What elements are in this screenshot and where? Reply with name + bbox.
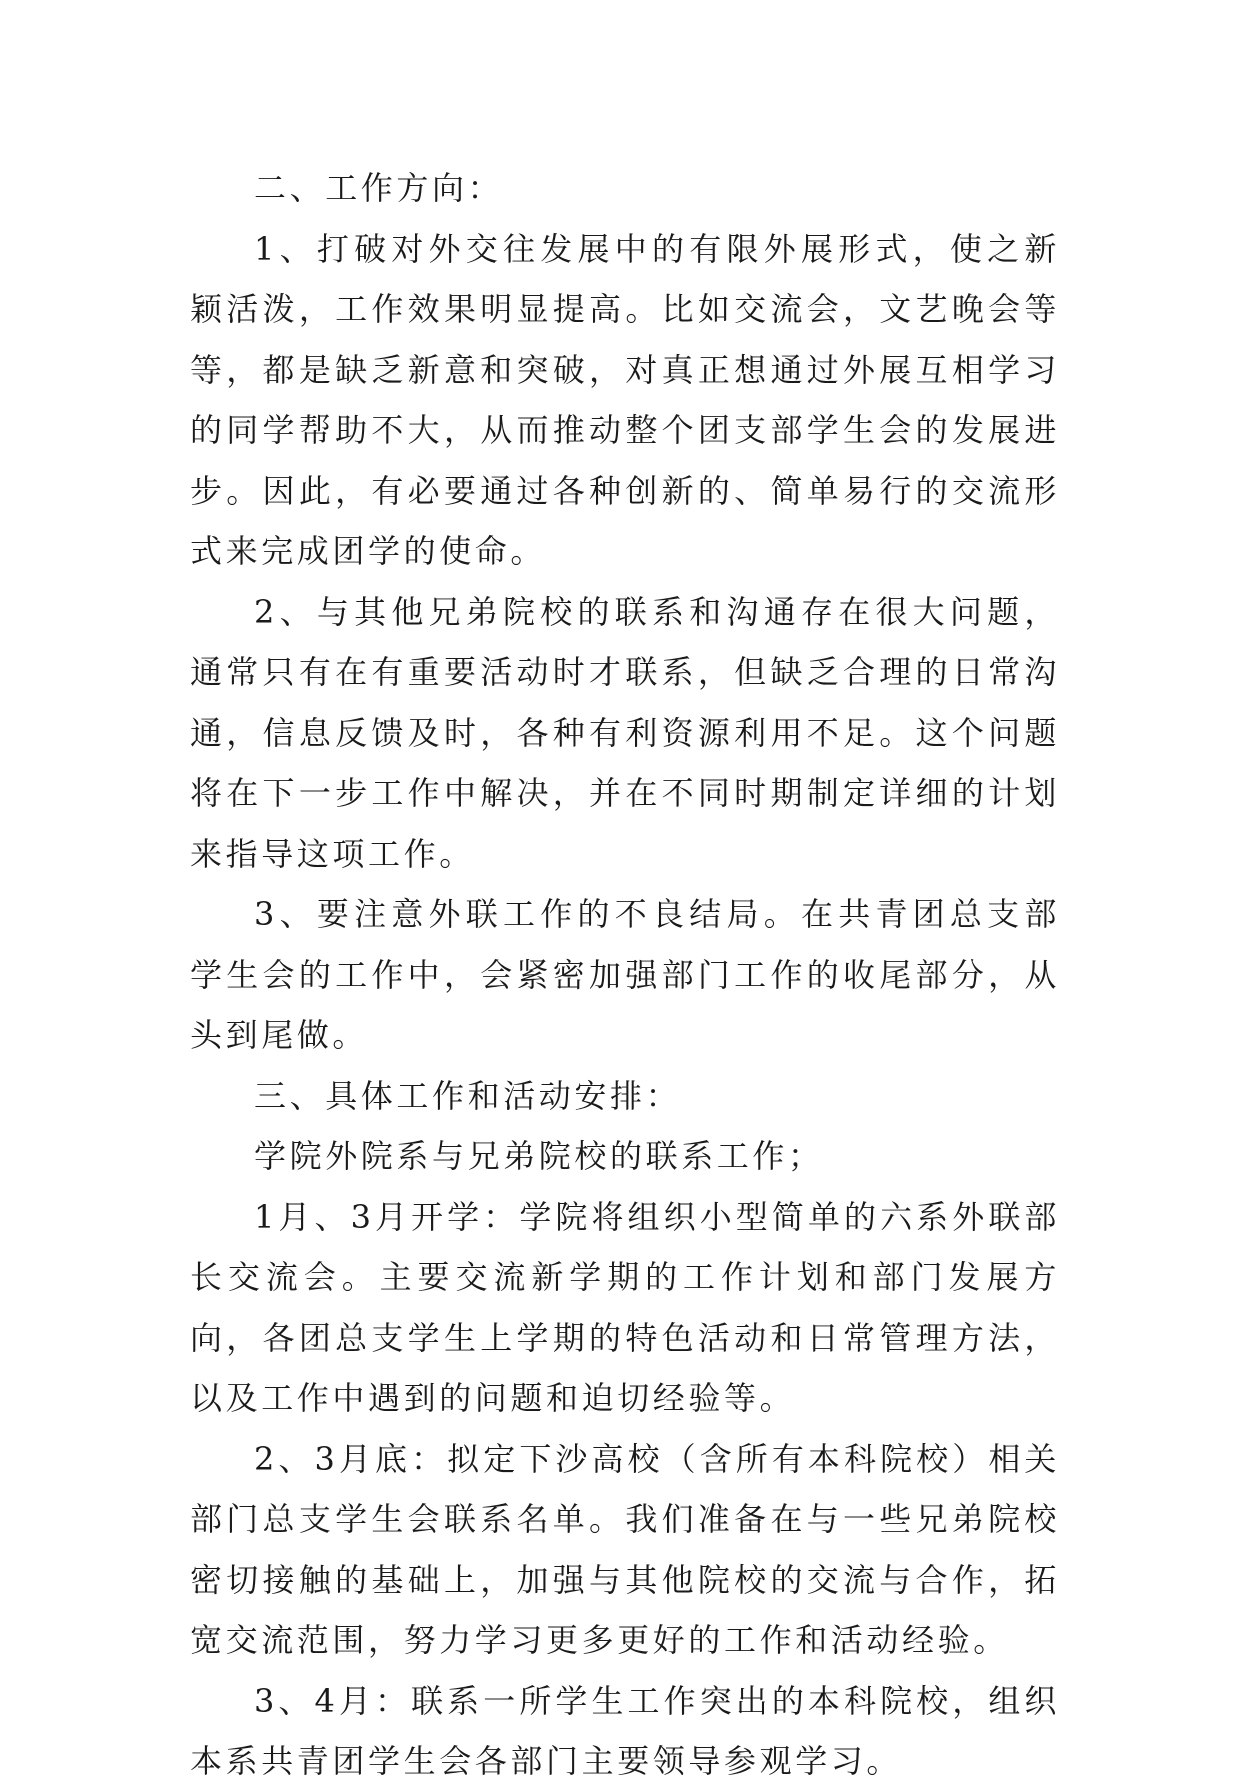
paragraph-schedule-1: 1月、3月开学：学院将组织小型简单的六系外联部长交流会。主要交流新学期的工作计划和部门发展方向，各团总支学生上学期的特色活动和日常管理方法，以及工作中遇到的问题和迫切经验等。 xyxy=(190,1197,1060,1417)
paragraph-subheading: 学院外院系与兄弟院校的联系工作； xyxy=(254,1137,824,1175)
paragraph-item-2: 2、与其他兄弟院校的联系和沟通存在很大问题，通常只有在有重要活动时才联系，但缺乏合理的日常沟通，信息反馈及时，各种有利资源利用不足。这个问题将在下一步工作中解决，并在不同时期制定详细的计划来指导这项工作。 xyxy=(190,592,1060,873)
paragraph-schedule-3: 3、4月：联系一所学生工作突出的本科院校，组织本系共青团学生会各部门主要领导参观学习。 xyxy=(190,1681,1060,1780)
document-body xyxy=(190,158,1060,1792)
paragraph-item-3: 3、要注意外联工作的不良结局。在共青团总支部学生会的工作中，会紧密加强部门工作的收尾部分，从头到尾做。 xyxy=(190,895,1060,1054)
paragraph-item-1: 1、打破对外交往发展中的有限外展形式，使之新颖活泼，工作效果明显提高。比如交流会，文艺晚会等等，都是缺乏新意和突破，对真正想通过外展互相学习的同学帮助不大，从而推动整个团支部学生会的发展进步。因此，有必要通过各种创新的、简单易行的交流形式来完成团学的使命。 xyxy=(190,229,1060,570)
paragraph-section-three-heading: 三、具体工作和活动安排： xyxy=(254,1076,682,1115)
paragraph-section-two-heading: 二、工作方向： xyxy=(254,169,504,207)
paragraph-schedule-2: 2、3月底：拟定下沙高校（含所有本科院校）相关部门总支学生会联系名单。我们准备在与一些兄弟院校密切接触的基础上，加强与其他院校的交流与合作，拓宽交流范围，努力学习更多更好的工作和活动经验。 xyxy=(190,1439,1060,1659)
